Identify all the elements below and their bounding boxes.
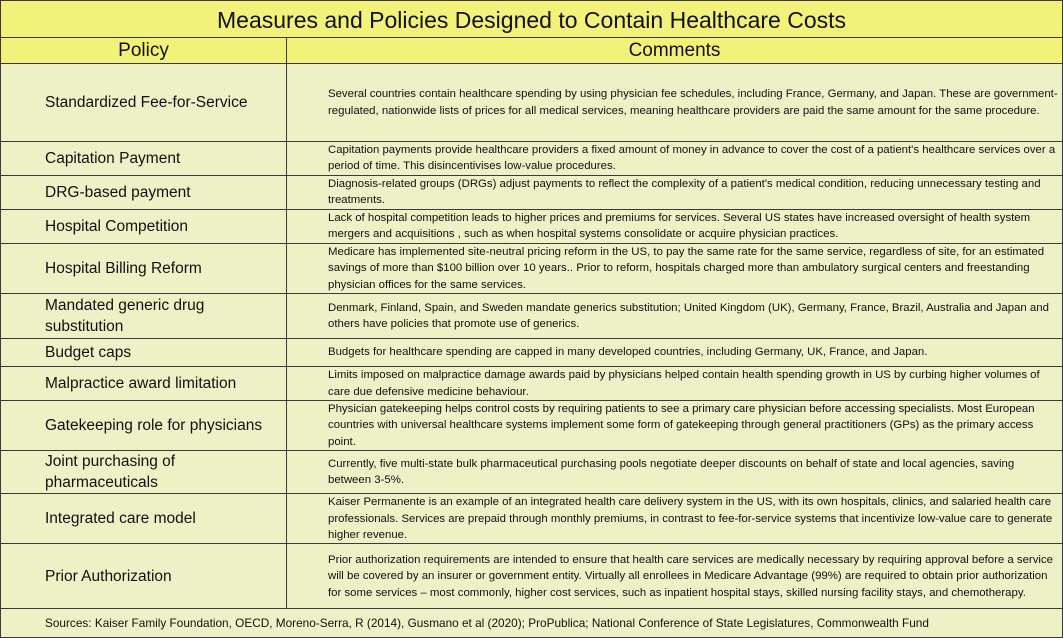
comment-cell: Prior authorization requirements are intended to ensure that health care services are medically necessary by requiring approval before a service will be covered by an insurer or government entity. Virtually all enrollees in Medicare Advantage (99%) are required to obtain prior authorization for some services – most commonly, higher cost services, such as inpatient hospital stays, skilled nursing facility stays, and chemotherapy. — [287, 544, 1063, 609]
table-row — [1, 339, 1063, 367]
comment-cell: Limits imposed on malpractice damage awards paid by physicians helped contain health spending growth in US by curbing higher volumes of care due defensive medicine behaviour. — [287, 367, 1063, 401]
table-row — [1, 451, 1063, 494]
column-header-policy: Policy — [1, 38, 287, 64]
table-row — [1, 544, 1063, 609]
policy-cell: Prior Authorization — [1, 544, 287, 609]
table-row — [1, 294, 1063, 339]
policy-cell: Capitation Payment — [1, 142, 287, 176]
sources-text: Sources: Kaiser Family Foundation, OECD, Moreno-Serra, R (2014), Gusmano et al (2020); ProPublica; National Conference of State Legislatures, Commonwealth Fund — [1, 609, 1063, 638]
policy-cell: Gatekeeping role for physicians — [1, 401, 287, 451]
comment-cell: Physician gatekeeping helps control costs by requiring patients to see a primary care physician before accessing specialists. Most European countries with universal healthcare systems implement some form of gatekeeping through general practitioners (GPs) as the primary access point. — [287, 401, 1063, 451]
policy-cell: DRG-based payment — [1, 175, 287, 209]
column-header-comments: Comments — [287, 38, 1063, 64]
comment-cell: Several countries contain healthcare spending by using physician fee schedules, including France, Germany, and Japan. These are government-regulated, nationwide lists of prices for all medical services, meaning healthcare providers are paid the same amount for the same procedure. — [287, 64, 1063, 142]
policy-cell: Mandated generic drug substitution — [1, 294, 287, 339]
policy-cell: Malpractice award limitation — [1, 367, 287, 401]
policy-cell: Integrated care model — [1, 494, 287, 544]
comment-cell: Budgets for healthcare spending are capped in many developed countries, including Germany, UK, France, and Japan. — [287, 339, 1063, 367]
table-row — [1, 142, 1063, 176]
policy-cell: Budget caps — [1, 339, 287, 367]
table-row — [1, 367, 1063, 401]
comment-cell: Lack of hospital competition leads to higher prices and premiums for services. Several US states have increased oversight of health system mergers and acquisitions , such as when hospital systems consolidate or acquire physician practices. — [287, 209, 1063, 243]
table-row — [1, 64, 1063, 142]
policy-cell: Hospital Billing Reform — [1, 243, 287, 293]
header-row — [1, 38, 1063, 64]
comment-cell: Currently, five multi-state bulk pharmaceutical purchasing pools negotiate deeper discounts on behalf of state and local agencies, saving between 3-5%. — [287, 451, 1063, 494]
policy-cell: Hospital Competition — [1, 209, 287, 243]
comment-cell: Kaiser Permanente is an example of an integrated health care delivery system in the US, with its own hospitals, clinics, and salaried health care professionals. Services are prepaid through monthly premiums, in contrast to fee-for-service systems that incentivize low-value care to generate higher revenue. — [287, 494, 1063, 544]
title-row — [1, 1, 1063, 38]
policy-cell: Standardized Fee-for-Service — [1, 64, 287, 142]
comment-cell: Denmark, Finland, Spain, and Sweden mandate generics substitution; United Kingdom (UK), Germany, France, Brazil, Australia and Japan and others have policies that promote use of generics. — [287, 294, 1063, 339]
table-row — [1, 243, 1063, 293]
table-row — [1, 175, 1063, 209]
comment-cell: Diagnosis-related groups (DRGs) adjust payments to reflect the complexity of a patient's medical condition, reducing unnecessary testing and treatments. — [287, 175, 1063, 209]
policy-cell: Joint purchasing of pharmaceuticals — [1, 451, 287, 494]
table-row — [1, 494, 1063, 544]
comment-cell: Medicare has implemented site-neutral pricing reform in the US, to pay the same rate for the same service, regardless of site, for an estimated savings of more than $100 billion over 10 years.. Prior to reform, hospitals charged more than ambulatory surgical centers and freestanding physician offices for the same services. — [287, 243, 1063, 293]
table-row — [1, 401, 1063, 451]
comment-cell: Capitation payments provide healthcare providers a fixed amount of money in advance to cover the cost of a patient's healthcare services over a period of time. This disincentivises low-value procedures. — [287, 142, 1063, 176]
table-title: Measures and Policies Designed to Contain Healthcare Costs — [1, 1, 1063, 38]
sources-row — [1, 609, 1063, 638]
table-row — [1, 209, 1063, 243]
